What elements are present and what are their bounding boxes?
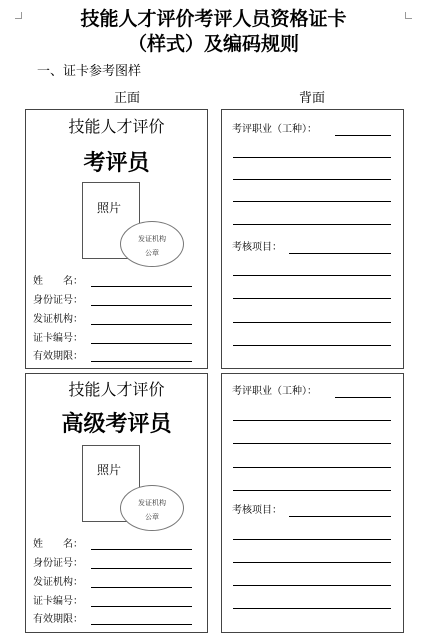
card-back-1 [221, 109, 404, 369]
card-back-2-line [233, 467, 391, 468]
card-back-1-assessment-line [289, 253, 391, 254]
card-back-1-line [233, 275, 391, 276]
card-front-2-title: 技能人才评价 [68, 380, 165, 399]
card-front-2-seal-line-1: 发证机构 [138, 499, 166, 507]
card-front-2-field-validity-line [91, 624, 192, 625]
card-back-1-line [233, 224, 391, 225]
card-back-2-occupation-label: 考评职业（工种）： [232, 386, 317, 397]
card-front-1-field-card-number: 证卡编号： [33, 333, 83, 344]
back-column-label: 背面 [298, 91, 325, 106]
card-back-1-occupation-label: 考评职业（工种）： [232, 124, 317, 135]
card-front-1-field-id-line [91, 305, 192, 306]
card-back-1-assessment-label: 考核项目： [232, 242, 282, 253]
card-front-1-photo-label: 照片 [97, 201, 122, 215]
card-back-2-line [233, 420, 391, 421]
card-front-2-field-name: 姓 名： [33, 539, 83, 550]
card-back-2-line [233, 585, 391, 586]
card-front-1-seal-line-2: 公章 [145, 249, 159, 257]
card-front-1-field-name-line [91, 286, 192, 287]
card-back-2-line [233, 490, 391, 491]
card-front-1-field-name: 姓 名： [33, 276, 83, 287]
card-front-2-field-validity: 有效期限： [33, 614, 83, 625]
card-front-1-field-validity-line [91, 361, 192, 362]
card-back-2-line [233, 608, 391, 609]
card-front-1-title: 技能人才评价 [68, 117, 165, 136]
card-back-1-line [233, 179, 391, 180]
card-front-2-field-id: 身份证号： [33, 558, 83, 569]
card-back-1-line [233, 345, 391, 346]
card-front-2-field-id-line [91, 568, 192, 569]
card-back-2-assessment-line [289, 516, 391, 517]
card-front-1-role: 考评员 [83, 150, 150, 176]
card-back-1-line [233, 322, 391, 323]
card-front-1-field-card-number-line [91, 343, 192, 344]
card-back-1-line [233, 298, 391, 299]
card-front-2-field-issuer: 发证机构： [33, 577, 83, 588]
card-back-2 [221, 373, 404, 633]
document-title-line-2: （样式）及编码规则 [127, 33, 299, 55]
card-front-2-role: 高级考评员 [61, 411, 172, 437]
card-front-2-photo-label: 照片 [97, 463, 122, 477]
card-back-1-line [233, 201, 391, 202]
card-front-1-field-validity: 有效期限： [33, 351, 83, 362]
card-front-1-field-id: 身份证号： [33, 295, 83, 306]
card-front-1-seal [120, 221, 184, 267]
card-back-2-line [233, 539, 391, 540]
section-heading: 一、证卡参考图样 [37, 64, 142, 79]
card-back-2-assessment-label: 考核项目： [232, 505, 282, 516]
card-front-1-seal-line-1: 发证机构 [138, 235, 166, 243]
card-back-1-line [233, 157, 391, 158]
card-back-1-occupation-line [335, 135, 391, 136]
card-back-2-occupation-line [335, 397, 391, 398]
front-column-label: 正面 [113, 91, 140, 106]
card-front-1-field-issuer: 发证机构： [33, 314, 83, 325]
card-front-2-field-issuer-line [91, 587, 192, 588]
card-back-2-line [233, 443, 391, 444]
card-front-2-field-card-number-line [91, 606, 192, 607]
card-front-2-seal [120, 485, 184, 531]
card-back-2-line [233, 562, 391, 563]
card-front-2-field-card-number: 证卡编号： [33, 596, 83, 607]
card-front-2-field-name-line [91, 549, 192, 550]
card-front-1-field-issuer-line [91, 324, 192, 325]
document-title-line-1: 技能人才评价考评人员资格证卡 [80, 8, 347, 30]
card-front-2-seal-line-2: 公章 [145, 513, 159, 521]
